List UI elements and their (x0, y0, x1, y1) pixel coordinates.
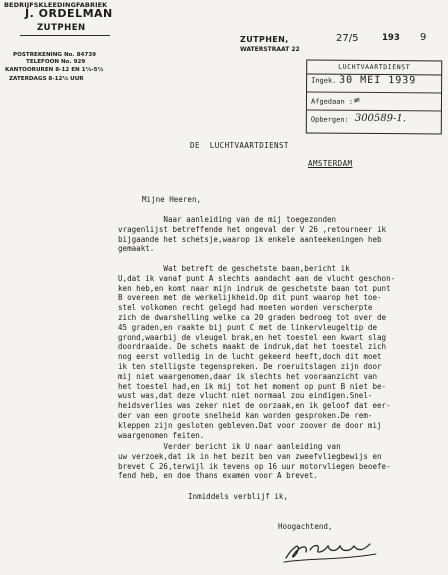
saturday-hours: ZATERDAGS 8-12½ UUR (9, 76, 84, 82)
phone-number: TELEFOON No. 929 (26, 59, 86, 65)
date-year-digit: 9 (420, 32, 427, 43)
company-name: J. ORDELMAN (25, 7, 113, 20)
company-city: ZUTPHEN (37, 23, 86, 33)
stamp-received-date: 30 MEI 1939 (339, 74, 417, 87)
stamp-registry-number: 300589-1. (354, 112, 406, 125)
letter-street: WATERSTRAAT 22 (240, 46, 300, 53)
stamp-title: LUCHTVAARTDIENST (307, 61, 441, 76)
stamp-divider (307, 92, 441, 94)
paragraph-3: Verder bericht ik U naar aanleiding van uw verzoek,dat ik in het bezit ben van zweefvliegbewijs en brevet C 26,terwijl ik tevens op 16 uur motorvliegen beoefe- fend heb, en doe thans examen voor A brevet. (118, 442, 391, 481)
received-stamp (306, 60, 443, 135)
letterhead-divider (20, 35, 110, 36)
closing-line: Inmiddels verblijf ik, (188, 492, 288, 501)
stamp-received-label: Ingek. (311, 76, 337, 85)
recipient: DE LUCHTVAARTDIENST (190, 141, 289, 150)
stamp-registry-label: Opbergen: (310, 115, 349, 124)
stamp-divider (307, 110, 441, 112)
postal-account: POSTREKENING No. 84739 (13, 52, 97, 58)
recipient-city: AMSTERDAM (308, 159, 353, 168)
paragraph-1: Naar aanleiding van de mij toegezonden vragenlijst betreffende het ongeval der V 26 ,retourneer ik bijgaande het schetsje,waarop ik enkele aanteekeningen heb gemaakt. (118, 215, 387, 254)
paragraph-2: Wat betreft de geschetste baan,bericht ik U,dat ik vanaf punt A slechts aandacht aan de vlucht geschon- ken heb,en komt naar mijn indruk de geschetste baan tot punt B overeen met de werkelijkheid.Op dit punt waarop het toe- stel volkomen recht gelegd had moeten worden verscherpte zich de dwarshelling welke ca 20 graden bedroeg tot over de 45 graden,en raakte bij punt C met de linkervleugeltip de grond,waarbij de vleugel brak,en het toestel een kwart slag doordraaide. De schets maakt de indruk,dat het toestel zich nog eerst volledig in de lucht gekeerd heeft,doch dit moet ik ten stelligste tegenspreken. De roeruitslagen zijn door mij niet waargenomen,daar ik slechts het vooraanzicht van het toestel had,en ik mij tot het moment op punt B niet be- wust was,dat deze vlucht niet normaal zou eindigen.Snel- heidsverlies was zeker niet de oorzaak,en ik geloof dat eer- der van een groote snelheid kan worden gesproken.De rem- kleppen zijn gesloten gebleven.Dat voor zoover de door mij waargenomen feiten. (118, 264, 396, 440)
office-hours: KANTOORUREN 8-12 EN 1½-5½ (5, 67, 104, 73)
stamp-dept-value: ≠ (352, 95, 361, 106)
letter-city: ZUTPHEN, (240, 35, 289, 44)
date-day: 27/5 (336, 33, 359, 44)
handwritten-signature (280, 532, 380, 566)
salutation: Mijne Heeren, (142, 195, 202, 204)
stamp-dept-label: Afgedaan : (310, 97, 354, 106)
company-kind: BEDRIJFSKLEEDINGFABRIEK (4, 1, 108, 9)
date-year-printed: 193 (382, 33, 400, 43)
greeting: Hoogachtend, (278, 522, 333, 531)
